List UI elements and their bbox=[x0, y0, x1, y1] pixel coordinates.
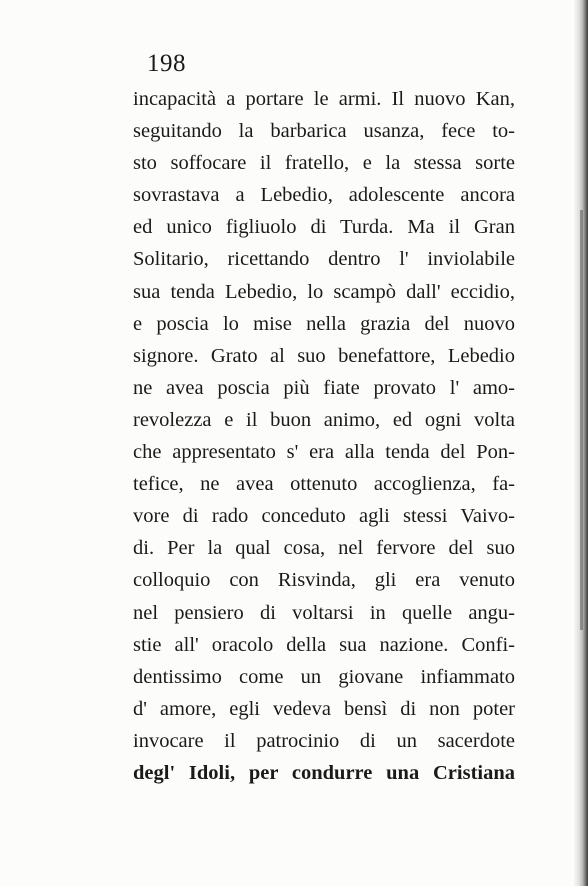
text-line: di. Per la qual cosa, nel fervore del suo bbox=[133, 537, 515, 560]
text-line: incapacità a portare le armi. Il nuovo Kan, bbox=[133, 88, 515, 110]
page-number: 198 bbox=[147, 50, 186, 77]
text-line: invocare il patrocinio di un sacerdote bbox=[133, 729, 515, 752]
text-line: dentissimo come un giovane infiammato bbox=[133, 665, 515, 688]
text-line: sua tenda Lebedio, lo scampò dall' eccidio, bbox=[133, 280, 515, 303]
text-line: stie all' oracolo della sua nazione. Confi- bbox=[133, 633, 515, 656]
text-line: Solitario, ricettando dentro l' inviolabile bbox=[133, 248, 515, 271]
text-line: seguitando la barbarica usanza, fece to- bbox=[133, 120, 515, 143]
text-line: colloquio con Risvinda, gli era venuto bbox=[133, 569, 515, 592]
text-line: vore di rado conceduto agli stessi Vaivo- bbox=[133, 505, 515, 528]
text-line: d' amore, egli vedeva bensì di non poter bbox=[133, 697, 515, 720]
text-line: degl' Idoli, per condurre una Cristiana bbox=[133, 761, 515, 784]
text-line: e poscia lo mise nella grazia del nuovo bbox=[133, 312, 515, 335]
text-line: sovrastava a Lebedio, adolescente ancora bbox=[133, 184, 515, 207]
body-text bbox=[133, 83, 515, 789]
text-line: ne avea poscia più fiate provato l' amo- bbox=[133, 376, 515, 399]
text-line: signore. Grato al suo benefattore, Lebedio bbox=[133, 344, 515, 367]
text-line: sto soffocare il fratello, e la stessa sorte bbox=[133, 152, 515, 175]
text-line: ed unico figliuolo di Turda. Ma il Gran bbox=[133, 216, 515, 239]
text-line: che appresentato s' era alla tenda del Pon- bbox=[133, 441, 515, 464]
text-line: revolezza e il buon animo, ed ogni volta bbox=[133, 408, 515, 431]
page-edge-shadow bbox=[574, 0, 588, 886]
text-line: nel pensiero di voltarsi in quelle angu- bbox=[133, 601, 515, 624]
text-line: tefice, ne avea ottenuto accoglienza, fa- bbox=[133, 473, 515, 496]
